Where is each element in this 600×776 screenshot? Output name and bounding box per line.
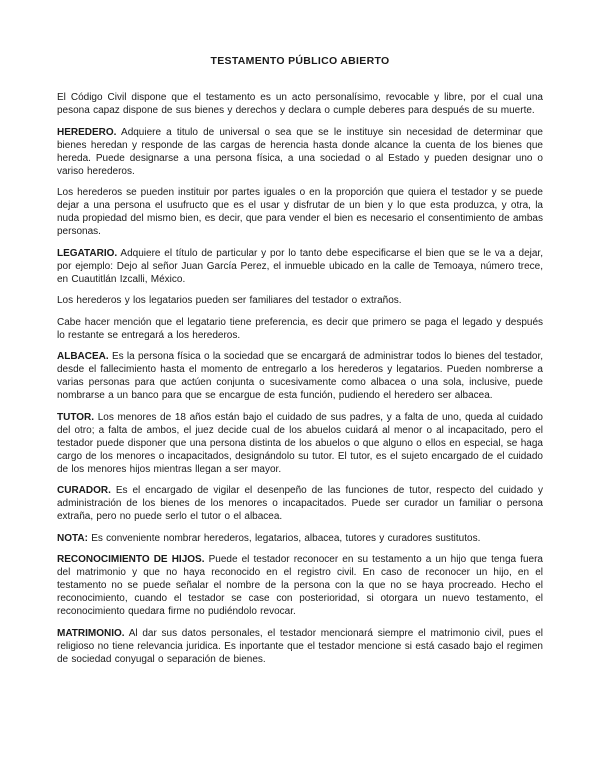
paragraph-term: ALBACEA. [57, 351, 109, 362]
paragraph-term: HEREDERO. [57, 126, 117, 138]
paragraph-text: Al dar sus datos personales, el testador mencionará siempre el matrimonio civil, pues el religioso no tiene relevancia juridica. Es inportante que el testador mencione si está casado bajo el regimen de sociedad conyugal o separación de bienes. [57, 627, 543, 665]
paragraph-matrimonio [57, 627, 543, 666]
paragraph-term: TUTOR. [57, 411, 95, 423]
paragraph-text: Adquiere el título de particular y por lo tanto debe especificarse el bien que se le va a dejar, por ejemplo: Dejo al señor Juan García Perez, el inmueble ubicado en la calle de Temoaya, número trece, en Cuautitlán Izcalli, México. [57, 247, 543, 285]
paragraph-preferencia [57, 316, 543, 342]
paragraph-text: Es conveniente nombrar herederos, legatarios, albacea, tutores y curadores sustitutos. [87, 532, 481, 544]
paragraph-term: NOTA: [57, 532, 88, 544]
paragraph-term: CURADOR. [57, 485, 111, 496]
paragraph-tutor [57, 411, 543, 476]
paragraph-text: Los menores de 18 años están bajo el cuidado de sus padres, y a falta de uno, queda al cuidado del otro; a falta de ambos, el juez decide cual de los abuelos cuidará al menor o al incapacitado, pero el testador puede disponer que una persona distinta de los abuelos o que alguno o ellos en especial, se haga cargo de los menores o incapacitados, designándolo su tutor. El tutor, es el sujeto encargado de el cuidado de los menores hijos mientras llegan a ser mayor. [57, 411, 543, 475]
paragraph-nota [57, 532, 543, 545]
paragraph-text: Los herederos y los legatarios pueden ser familiares del testador o extraños. [57, 295, 402, 306]
paragraph-text: El Código Civil dispone que el testamento es un acto personalísimo, revocable y libre, por el cual una pesona capaz dispone de sus bienes y derechos y declara o cumple deberes para después de su muerte. [57, 92, 543, 116]
paragraph-heredero [57, 126, 543, 178]
paragraph-text: Puede el testador reconocer en su testamento a un hijo que tenga fuera del matrimonio y que no haya reconocido en el registro civil. En caso de reconocer un hijo, en el testamento no se puede señalar el nombre de la persona con la que no se haya procreado. Hecho el reconocimiento, cuando el testador se case con posterioridad, si otorgara un nuevo testamento, el reconocimiento quedara firme no pudiéndolo revocar. [57, 554, 543, 617]
paragraph-term: LEGATARIO. [57, 247, 118, 259]
paragraph-albacea [57, 350, 543, 402]
document-title: TESTAMENTO PÚBLICO ABIERTO [210, 55, 390, 67]
paragraph-intro [57, 91, 543, 117]
paragraph-text: Los herederos se pueden instituir por partes iguales o en la proporción que quiera el testador y se puede dejar a una persona el usufructo que es el usar y disfrutar de un bien y lo que esta produzca, y otra, la nuda propiedad del mismo bien, es decir, que para vender el bien es necesario el consentimiento de ambas personas. [57, 187, 543, 237]
paragraph-familiares [57, 294, 543, 307]
paragraph-reconocimiento-de-hijos [57, 553, 543, 618]
paragraph-herederos-instituir [57, 186, 543, 238]
paragraph-text: Es la persona física o la sociedad que se encargará de administrar todos lo bienes del testador, desde el fallecimiento hasta el momento de entregarlo a los herederos y legatarios. Pueden nombrerse a varias personas para que actúen conjunta o sucesivamente como albacea o una sola, inclusive, puede nombrarse a un banco para que se encargue de esta función, pudiendo el heredero ser albacea. [57, 351, 543, 401]
paragraph-curador [57, 484, 543, 523]
paragraph-term: MATRIMONIO. [57, 627, 125, 639]
paragraph-text: Es el encargado de vigilar el desenpeño de las funciones de tutor, respecto del cuidado y administración de los bienes de los menores o incapacitados. Puede ser curador un familiar o persona extraña, pero no puede serlo el tutor o el albacea. [57, 485, 543, 522]
paragraph-text: Adquiere a titulo de universal o sea que se le instituye sin necesidad de determinar que bienes heredan y responde de las cargas de herencia hasta donde alcance la cuenta de los bienes que hereda. Puede designarse a una persona física, a una sociedad o al Estado y pueden designar uno o variso herederos. [57, 126, 543, 177]
paragraph-legatario [57, 247, 543, 286]
paragraph-term: RECONOCIMIENTO DE HIJOS. [57, 554, 205, 565]
paragraph-text: Cabe hacer mención que el legatario tiene preferencia, es decir que primero se paga el legado y después lo restante se entregará a los herederos. [57, 316, 543, 341]
